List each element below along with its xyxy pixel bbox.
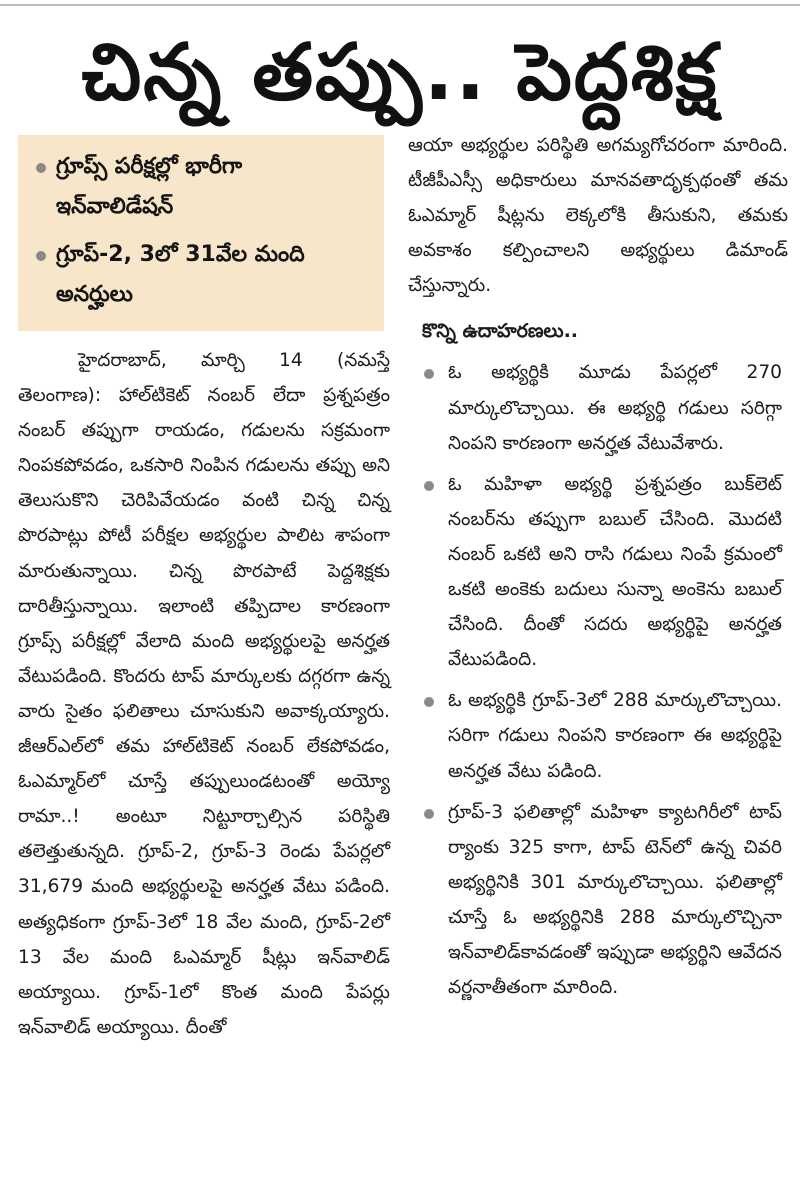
body-column-left <box>18 343 390 1045</box>
example-item <box>408 467 788 678</box>
example-item <box>408 683 788 788</box>
body-left-text: హైదరాబాద్, మార్చి 14 (నమస్తే తెలంగాణ): హాల్‌టికెట్ నంబర్ లేదా ప్రశ్నపత్రం నంబర్ తప్పుగా రాయడం, గడులను సక్రమంగా నింపకపోవడం, ఒకసారి నింపిన గడులను తప్పు అని తెలుసుకొని చెరిపివేయడం వంటి చిన్న చిన్న పొరపాట్లు పోటీ పరీక్షల అభ్యర్థుల పాలిట శాపంగా మారుతున్నాయి. చిన్న పొరపాటే పెద్దశిక్షకు దారితీస్తున్నాయి. ఇలాంటి తప్పిదాల కారణంగా గ్రూప్స్ పరీక్షల్లో వేలాది మంది అభ్యర్థులపై అనర్హత వేటుపడింది. కొందరు టాప్ మార్కులకు దగ్గరగా ఉన్న వారు సైతం ఫలితాలు చూసుకుని అవాక్కయ్యారు. జీఆర్‌ఎల్‌లో తమ హాల్‌టికెట్ నంబర్ లేకపోవడం, ఓఎమ్మార్‌లో చూస్తే తప్పులుండటంతో అయ్యో రామా..! అంటూ నిట్టూర్చాల్సిన పరిస్థితి తలెత్తుతున్నది. గ్రూప్-2, గ్రూప్-3 రెండు పేపర్లలో 31,679 మంది అభ్యర్థులపై అనర్హత వేటు పడింది. అత్యధికంగా గ్రూప్-3లో 18 వేల మంది, గ్రూప్-2లో 13 వేల మంది ఓఎమ్మార్ షీట్లు ఇన్‌వాలిడ్ అయ్యాయి. గ్రూప్-1లో కొంత మంది పేపర్లు ఇన్‌వాలిడ్ అయ్యాయి. దీంతో <box>18 350 390 1038</box>
example-text: గ్రూప్-3 ఫలితాల్లో మహిళా క్యాటగిరీలో టాప్ ర్యాంకు 325 కాగా, టాప్ టెన్‌లో ఉన్న చివరి అభ్యర్థినికి 301 మార్కులొచ్చాయి. ఫలితాల్లో చూస్తే ఓ అభ్యర్థినికి 288 మార్కులొచ్చినా ఇన్‌వాలిడ్‌కావడంతో ఇప్పుడా అభ్యర్థిని ఆవేదన వర్ణనాతీతంగా మారింది. <box>448 801 782 999</box>
body-right-text: ఆయా అభ్యర్థుల పరిస్థితి అగమ్యగోచరంగా మారింది. టీజీపీఎస్సీ అధికారులు మానవతాదృక్పథంతో తమ ఓఎమ్మార్ షీట్లను లెక్కలోకి తీసుకుని, తమకు అవకాశం కల్పించాలని అభ్యర్థులు డిమాండ్ చేస్తున్నారు. <box>408 135 788 297</box>
bullet-icon <box>424 809 434 819</box>
examples-heading: కొన్ని ఉదాహరణలు.. <box>422 320 579 343</box>
highlight-box <box>18 135 384 331</box>
highlight-text: గ్రూప్-2, 3లో 31వేల మంది అనర్హులు <box>56 242 305 307</box>
body-column-right <box>408 128 788 1005</box>
bullet-icon <box>424 369 434 379</box>
example-text: ఓ అభ్యర్థికి మూడు పేపర్లలో 270 మార్కులొచ్చాయి. ఈ అభ్యర్థి గడులు సరిగ్గా నింపని కారణంగా అనర్హత వేటువేశారు. <box>448 362 782 454</box>
example-item <box>408 795 788 1006</box>
highlight-text: గ్రూప్స్ పరీక్షల్లో భారీగా ఇన్‌వాలిడేషన్ <box>56 154 243 219</box>
bullet-icon <box>36 163 46 173</box>
headline: చిన్న తప్పు.. పెద్దశిక్ష <box>81 28 719 118</box>
highlight-item <box>36 147 372 227</box>
highlight-item <box>36 235 372 315</box>
example-text: ఓ మహిళా అభ్యర్థి ప్రశ్నపత్రం బుక్‌లెట్ నంబర్‌ను తప్పుగా బబుల్ చేసింది. మొదటి నంబర్ ఒకటి అని రాసి గడులు నింపే క్రమంలో ఒకటి అంకెకు బదులు సున్నా అంకెను బబుల్ చేసింది. దీంతో సదరు అభ్యర్థిపై అనర్హత వేటుపడింది. <box>448 473 782 671</box>
bullet-icon <box>424 697 434 707</box>
body-paragraph <box>18 343 390 1045</box>
bullet-icon <box>36 251 46 261</box>
top-rule <box>0 4 800 6</box>
example-item <box>408 355 788 460</box>
example-text: ఓ అభ్యర్థికి గ్రూప్-3లో 288 మార్కులొచ్చాయి. సరిగా గడులు నింపని కారణంగా ఈ అభ్యర్థిపై అనర్హత వేటు పడింది. <box>448 690 782 782</box>
bullet-icon <box>424 481 434 491</box>
